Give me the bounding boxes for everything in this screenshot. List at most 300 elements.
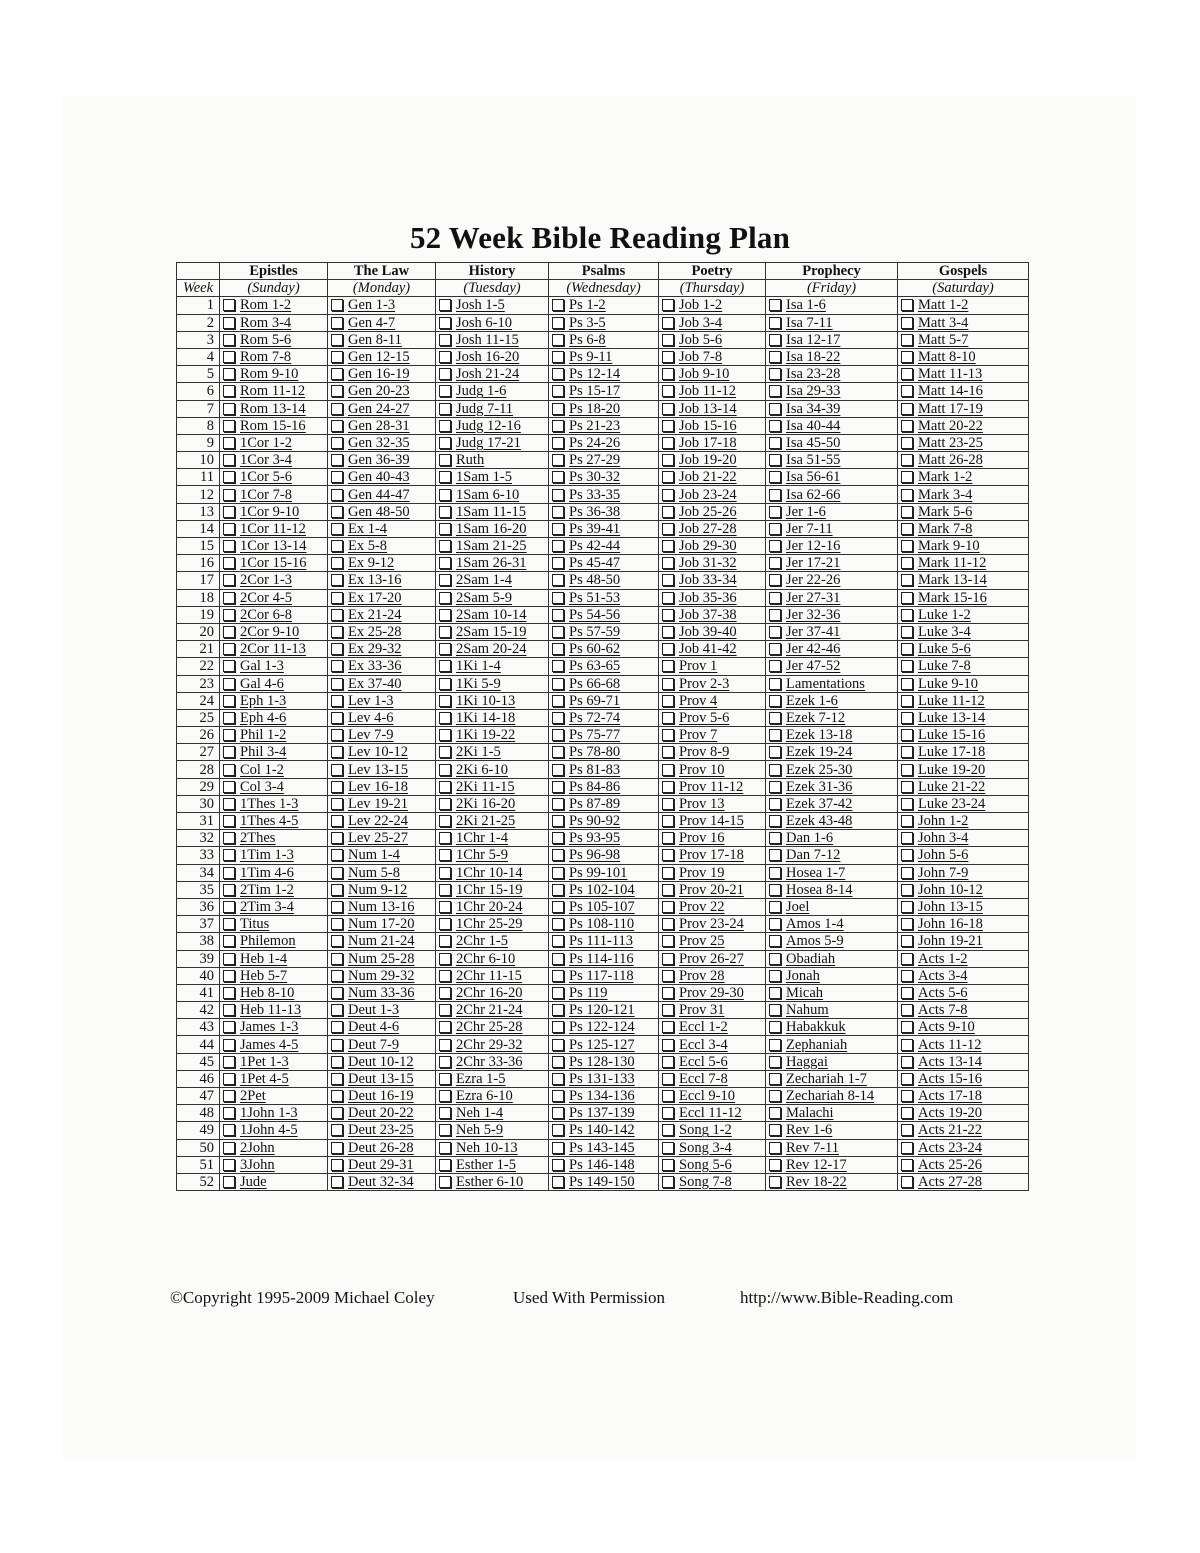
checkbox[interactable] bbox=[331, 729, 343, 741]
checkbox[interactable] bbox=[552, 540, 564, 552]
checkbox[interactable] bbox=[223, 592, 235, 604]
checkbox[interactable] bbox=[331, 884, 343, 896]
checkbox[interactable] bbox=[331, 557, 343, 569]
checkbox[interactable] bbox=[552, 454, 564, 466]
checkbox[interactable] bbox=[223, 849, 235, 861]
checkbox[interactable] bbox=[552, 1159, 564, 1171]
checkbox[interactable] bbox=[769, 1039, 781, 1051]
checkbox[interactable] bbox=[439, 351, 451, 363]
checkbox[interactable] bbox=[331, 815, 343, 827]
checkbox[interactable] bbox=[552, 660, 564, 672]
checkbox[interactable] bbox=[223, 368, 235, 380]
checkbox[interactable] bbox=[901, 420, 913, 432]
checkbox[interactable] bbox=[901, 609, 913, 621]
checkbox[interactable] bbox=[901, 1159, 913, 1171]
checkbox[interactable] bbox=[769, 832, 781, 844]
checkbox[interactable] bbox=[439, 506, 451, 518]
checkbox[interactable] bbox=[439, 935, 451, 947]
checkbox[interactable] bbox=[662, 781, 674, 793]
checkbox[interactable] bbox=[552, 626, 564, 638]
checkbox[interactable] bbox=[901, 798, 913, 810]
checkbox[interactable] bbox=[769, 368, 781, 380]
checkbox[interactable] bbox=[439, 1124, 451, 1136]
checkbox[interactable] bbox=[439, 695, 451, 707]
checkbox[interactable] bbox=[552, 712, 564, 724]
checkbox[interactable] bbox=[769, 1021, 781, 1033]
checkbox[interactable] bbox=[901, 574, 913, 586]
checkbox[interactable] bbox=[662, 849, 674, 861]
checkbox[interactable] bbox=[439, 626, 451, 638]
checkbox[interactable] bbox=[331, 489, 343, 501]
checkbox[interactable] bbox=[769, 1176, 781, 1188]
checkbox[interactable] bbox=[552, 385, 564, 397]
checkbox[interactable] bbox=[901, 1039, 913, 1051]
checkbox[interactable] bbox=[662, 420, 674, 432]
checkbox[interactable] bbox=[439, 1073, 451, 1085]
checkbox[interactable] bbox=[662, 643, 674, 655]
checkbox[interactable] bbox=[769, 660, 781, 672]
checkbox[interactable] bbox=[769, 987, 781, 999]
checkbox[interactable] bbox=[662, 798, 674, 810]
checkbox[interactable] bbox=[769, 798, 781, 810]
checkbox[interactable] bbox=[439, 815, 451, 827]
checkbox[interactable] bbox=[552, 678, 564, 690]
checkbox[interactable] bbox=[662, 901, 674, 913]
checkbox[interactable] bbox=[331, 540, 343, 552]
checkbox[interactable] bbox=[331, 1142, 343, 1154]
checkbox[interactable] bbox=[552, 368, 564, 380]
checkbox[interactable] bbox=[552, 832, 564, 844]
checkbox[interactable] bbox=[439, 798, 451, 810]
checkbox[interactable] bbox=[331, 471, 343, 483]
checkbox[interactable] bbox=[439, 592, 451, 604]
checkbox[interactable] bbox=[223, 901, 235, 913]
checkbox[interactable] bbox=[223, 540, 235, 552]
checkbox[interactable] bbox=[223, 712, 235, 724]
checkbox[interactable] bbox=[439, 1056, 451, 1068]
checkbox[interactable] bbox=[769, 815, 781, 827]
checkbox[interactable] bbox=[769, 609, 781, 621]
checkbox[interactable] bbox=[662, 609, 674, 621]
checkbox[interactable] bbox=[439, 746, 451, 758]
checkbox[interactable] bbox=[901, 1107, 913, 1119]
checkbox[interactable] bbox=[769, 437, 781, 449]
checkbox[interactable] bbox=[223, 1176, 235, 1188]
checkbox[interactable] bbox=[223, 867, 235, 879]
checkbox[interactable] bbox=[331, 643, 343, 655]
checkbox[interactable] bbox=[552, 299, 564, 311]
checkbox[interactable] bbox=[662, 764, 674, 776]
checkbox[interactable] bbox=[552, 729, 564, 741]
checkbox[interactable] bbox=[769, 867, 781, 879]
checkbox[interactable] bbox=[552, 970, 564, 982]
checkbox[interactable] bbox=[331, 1107, 343, 1119]
checkbox[interactable] bbox=[331, 660, 343, 672]
checkbox[interactable] bbox=[552, 987, 564, 999]
checkbox[interactable] bbox=[439, 918, 451, 930]
checkbox[interactable] bbox=[662, 1056, 674, 1068]
checkbox[interactable] bbox=[769, 781, 781, 793]
checkbox[interactable] bbox=[901, 454, 913, 466]
checkbox[interactable] bbox=[331, 1056, 343, 1068]
checkbox[interactable] bbox=[901, 643, 913, 655]
checkbox[interactable] bbox=[552, 489, 564, 501]
checkbox[interactable] bbox=[901, 506, 913, 518]
checkbox[interactable] bbox=[769, 420, 781, 432]
checkbox[interactable] bbox=[331, 317, 343, 329]
checkbox[interactable] bbox=[662, 351, 674, 363]
checkbox[interactable] bbox=[223, 420, 235, 432]
checkbox[interactable] bbox=[439, 764, 451, 776]
checkbox[interactable] bbox=[331, 385, 343, 397]
checkbox[interactable] bbox=[223, 746, 235, 758]
checkbox[interactable] bbox=[662, 695, 674, 707]
checkbox[interactable] bbox=[662, 953, 674, 965]
checkbox[interactable] bbox=[769, 678, 781, 690]
checkbox[interactable] bbox=[223, 609, 235, 621]
checkbox[interactable] bbox=[769, 746, 781, 758]
checkbox[interactable] bbox=[439, 334, 451, 346]
checkbox[interactable] bbox=[769, 695, 781, 707]
checkbox[interactable] bbox=[439, 1021, 451, 1033]
checkbox[interactable] bbox=[552, 437, 564, 449]
checkbox[interactable] bbox=[901, 557, 913, 569]
checkbox[interactable] bbox=[439, 403, 451, 415]
checkbox[interactable] bbox=[331, 334, 343, 346]
checkbox[interactable] bbox=[552, 918, 564, 930]
checkbox[interactable] bbox=[769, 1073, 781, 1085]
checkbox[interactable] bbox=[439, 1107, 451, 1119]
checkbox[interactable] bbox=[769, 1056, 781, 1068]
checkbox[interactable] bbox=[769, 849, 781, 861]
checkbox[interactable] bbox=[223, 695, 235, 707]
checkbox[interactable] bbox=[552, 935, 564, 947]
checkbox[interactable] bbox=[223, 351, 235, 363]
checkbox[interactable] bbox=[662, 317, 674, 329]
checkbox[interactable] bbox=[552, 695, 564, 707]
checkbox[interactable] bbox=[439, 454, 451, 466]
checkbox[interactable] bbox=[552, 317, 564, 329]
checkbox[interactable] bbox=[331, 1004, 343, 1016]
checkbox[interactable] bbox=[331, 695, 343, 707]
checkbox[interactable] bbox=[901, 540, 913, 552]
checkbox[interactable] bbox=[662, 712, 674, 724]
checkbox[interactable] bbox=[439, 489, 451, 501]
checkbox[interactable] bbox=[331, 574, 343, 586]
checkbox[interactable] bbox=[662, 574, 674, 586]
checkbox[interactable] bbox=[769, 351, 781, 363]
checkbox[interactable] bbox=[901, 1176, 913, 1188]
checkbox[interactable] bbox=[769, 953, 781, 965]
checkbox[interactable] bbox=[223, 385, 235, 397]
checkbox[interactable] bbox=[223, 317, 235, 329]
checkbox[interactable] bbox=[552, 1124, 564, 1136]
checkbox[interactable] bbox=[439, 849, 451, 861]
checkbox[interactable] bbox=[223, 953, 235, 965]
checkbox[interactable] bbox=[439, 471, 451, 483]
checkbox[interactable] bbox=[769, 626, 781, 638]
checkbox[interactable] bbox=[439, 420, 451, 432]
checkbox[interactable] bbox=[901, 626, 913, 638]
checkbox[interactable] bbox=[769, 764, 781, 776]
checkbox[interactable] bbox=[552, 643, 564, 655]
checkbox[interactable] bbox=[769, 403, 781, 415]
checkbox[interactable] bbox=[769, 1004, 781, 1016]
checkbox[interactable] bbox=[552, 953, 564, 965]
checkbox[interactable] bbox=[331, 626, 343, 638]
checkbox[interactable] bbox=[439, 643, 451, 655]
checkbox[interactable] bbox=[769, 592, 781, 604]
checkbox[interactable] bbox=[439, 1176, 451, 1188]
checkbox[interactable] bbox=[901, 299, 913, 311]
checkbox[interactable] bbox=[552, 471, 564, 483]
checkbox[interactable] bbox=[223, 918, 235, 930]
checkbox[interactable] bbox=[552, 523, 564, 535]
checkbox[interactable] bbox=[552, 798, 564, 810]
checkbox[interactable] bbox=[331, 1073, 343, 1085]
checkbox[interactable] bbox=[439, 953, 451, 965]
checkbox[interactable] bbox=[439, 1039, 451, 1051]
checkbox[interactable] bbox=[331, 1039, 343, 1051]
checkbox[interactable] bbox=[901, 832, 913, 844]
checkbox[interactable] bbox=[662, 592, 674, 604]
checkbox[interactable] bbox=[552, 557, 564, 569]
checkbox[interactable] bbox=[901, 884, 913, 896]
checkbox[interactable] bbox=[331, 1021, 343, 1033]
checkbox[interactable] bbox=[223, 489, 235, 501]
checkbox[interactable] bbox=[439, 1090, 451, 1102]
checkbox[interactable] bbox=[223, 574, 235, 586]
checkbox[interactable] bbox=[769, 540, 781, 552]
checkbox[interactable] bbox=[331, 832, 343, 844]
checkbox[interactable] bbox=[662, 1107, 674, 1119]
checkbox[interactable] bbox=[552, 1176, 564, 1188]
checkbox[interactable] bbox=[223, 1142, 235, 1154]
checkbox[interactable] bbox=[662, 867, 674, 879]
checkbox[interactable] bbox=[223, 935, 235, 947]
checkbox[interactable] bbox=[223, 815, 235, 827]
checkbox[interactable] bbox=[901, 1004, 913, 1016]
checkbox[interactable] bbox=[901, 351, 913, 363]
checkbox[interactable] bbox=[662, 1039, 674, 1051]
checkbox[interactable] bbox=[662, 1090, 674, 1102]
checkbox[interactable] bbox=[223, 643, 235, 655]
checkbox[interactable] bbox=[901, 1142, 913, 1154]
checkbox[interactable] bbox=[331, 609, 343, 621]
checkbox[interactable] bbox=[901, 1124, 913, 1136]
checkbox[interactable] bbox=[552, 574, 564, 586]
checkbox[interactable] bbox=[439, 884, 451, 896]
checkbox[interactable] bbox=[439, 540, 451, 552]
checkbox[interactable] bbox=[552, 1004, 564, 1016]
checkbox[interactable] bbox=[901, 471, 913, 483]
checkbox[interactable] bbox=[552, 592, 564, 604]
checkbox[interactable] bbox=[331, 506, 343, 518]
checkbox[interactable] bbox=[439, 678, 451, 690]
checkbox[interactable] bbox=[901, 1073, 913, 1085]
checkbox[interactable] bbox=[769, 574, 781, 586]
checkbox[interactable] bbox=[331, 953, 343, 965]
checkbox[interactable] bbox=[223, 437, 235, 449]
checkbox[interactable] bbox=[662, 729, 674, 741]
checkbox[interactable] bbox=[901, 953, 913, 965]
checkbox[interactable] bbox=[223, 557, 235, 569]
checkbox[interactable] bbox=[769, 712, 781, 724]
checkbox[interactable] bbox=[662, 678, 674, 690]
checkbox[interactable] bbox=[223, 1090, 235, 1102]
checkbox[interactable] bbox=[662, 1159, 674, 1171]
checkbox[interactable] bbox=[769, 1107, 781, 1119]
checkbox[interactable] bbox=[662, 1073, 674, 1085]
checkbox[interactable] bbox=[439, 660, 451, 672]
checkbox[interactable] bbox=[439, 385, 451, 397]
checkbox[interactable] bbox=[552, 1142, 564, 1154]
checkbox[interactable] bbox=[552, 884, 564, 896]
checkbox[interactable] bbox=[901, 403, 913, 415]
checkbox[interactable] bbox=[901, 1090, 913, 1102]
checkbox[interactable] bbox=[552, 867, 564, 879]
checkbox[interactable] bbox=[331, 746, 343, 758]
checkbox[interactable] bbox=[331, 1176, 343, 1188]
checkbox[interactable] bbox=[223, 970, 235, 982]
checkbox[interactable] bbox=[331, 970, 343, 982]
checkbox[interactable] bbox=[439, 1159, 451, 1171]
checkbox[interactable] bbox=[439, 523, 451, 535]
checkbox[interactable] bbox=[901, 489, 913, 501]
checkbox[interactable] bbox=[331, 678, 343, 690]
checkbox[interactable] bbox=[901, 918, 913, 930]
checkbox[interactable] bbox=[662, 1142, 674, 1154]
checkbox[interactable] bbox=[769, 901, 781, 913]
checkbox[interactable] bbox=[662, 884, 674, 896]
checkbox[interactable] bbox=[439, 712, 451, 724]
checkbox[interactable] bbox=[552, 1090, 564, 1102]
checkbox[interactable] bbox=[662, 970, 674, 982]
checkbox[interactable] bbox=[223, 523, 235, 535]
checkbox[interactable] bbox=[662, 1004, 674, 1016]
checkbox[interactable] bbox=[769, 471, 781, 483]
checkbox[interactable] bbox=[439, 832, 451, 844]
checkbox[interactable] bbox=[439, 1004, 451, 1016]
checkbox[interactable] bbox=[769, 299, 781, 311]
checkbox[interactable] bbox=[901, 729, 913, 741]
checkbox[interactable] bbox=[552, 334, 564, 346]
checkbox[interactable] bbox=[901, 764, 913, 776]
checkbox[interactable] bbox=[901, 592, 913, 604]
checkbox[interactable] bbox=[223, 1124, 235, 1136]
checkbox[interactable] bbox=[223, 626, 235, 638]
checkbox[interactable] bbox=[439, 1142, 451, 1154]
checkbox[interactable] bbox=[901, 1021, 913, 1033]
checkbox[interactable] bbox=[331, 454, 343, 466]
checkbox[interactable] bbox=[331, 987, 343, 999]
checkbox[interactable] bbox=[769, 334, 781, 346]
checkbox[interactable] bbox=[331, 901, 343, 913]
checkbox[interactable] bbox=[331, 918, 343, 930]
checkbox[interactable] bbox=[662, 368, 674, 380]
checkbox[interactable] bbox=[331, 1090, 343, 1102]
checkbox[interactable] bbox=[662, 626, 674, 638]
checkbox[interactable] bbox=[552, 403, 564, 415]
checkbox[interactable] bbox=[662, 660, 674, 672]
checkbox[interactable] bbox=[223, 678, 235, 690]
checkbox[interactable] bbox=[223, 764, 235, 776]
checkbox[interactable] bbox=[901, 660, 913, 672]
checkbox[interactable] bbox=[552, 506, 564, 518]
checkbox[interactable] bbox=[901, 935, 913, 947]
checkbox[interactable] bbox=[223, 334, 235, 346]
checkbox[interactable] bbox=[439, 437, 451, 449]
checkbox[interactable] bbox=[331, 523, 343, 535]
checkbox[interactable] bbox=[662, 471, 674, 483]
checkbox[interactable] bbox=[223, 660, 235, 672]
checkbox[interactable] bbox=[552, 815, 564, 827]
checkbox[interactable] bbox=[901, 867, 913, 879]
checkbox[interactable] bbox=[769, 454, 781, 466]
checkbox[interactable] bbox=[552, 351, 564, 363]
checkbox[interactable] bbox=[439, 368, 451, 380]
checkbox[interactable] bbox=[901, 970, 913, 982]
checkbox[interactable] bbox=[223, 1107, 235, 1119]
checkbox[interactable] bbox=[769, 317, 781, 329]
checkbox[interactable] bbox=[662, 1176, 674, 1188]
checkbox[interactable] bbox=[223, 506, 235, 518]
checkbox[interactable] bbox=[331, 592, 343, 604]
checkbox[interactable] bbox=[223, 798, 235, 810]
checkbox[interactable] bbox=[331, 368, 343, 380]
checkbox[interactable] bbox=[331, 798, 343, 810]
checkbox[interactable] bbox=[662, 935, 674, 947]
checkbox[interactable] bbox=[662, 815, 674, 827]
checkbox[interactable] bbox=[223, 471, 235, 483]
checkbox[interactable] bbox=[223, 832, 235, 844]
checkbox[interactable] bbox=[901, 1056, 913, 1068]
checkbox[interactable] bbox=[769, 1142, 781, 1154]
checkbox[interactable] bbox=[662, 557, 674, 569]
checkbox[interactable] bbox=[552, 1039, 564, 1051]
checkbox[interactable] bbox=[331, 867, 343, 879]
checkbox[interactable] bbox=[331, 781, 343, 793]
checkbox[interactable] bbox=[901, 901, 913, 913]
checkbox[interactable] bbox=[769, 643, 781, 655]
checkbox[interactable] bbox=[439, 729, 451, 741]
checkbox[interactable] bbox=[552, 764, 564, 776]
checkbox[interactable] bbox=[223, 1159, 235, 1171]
checkbox[interactable] bbox=[552, 1073, 564, 1085]
checkbox[interactable] bbox=[662, 918, 674, 930]
checkbox[interactable] bbox=[901, 678, 913, 690]
checkbox[interactable] bbox=[223, 1073, 235, 1085]
checkbox[interactable] bbox=[439, 970, 451, 982]
checkbox[interactable] bbox=[331, 437, 343, 449]
checkbox[interactable] bbox=[769, 557, 781, 569]
checkbox[interactable] bbox=[223, 987, 235, 999]
checkbox[interactable] bbox=[662, 334, 674, 346]
checkbox[interactable] bbox=[439, 987, 451, 999]
checkbox[interactable] bbox=[901, 523, 913, 535]
checkbox[interactable] bbox=[223, 1021, 235, 1033]
checkbox[interactable] bbox=[901, 815, 913, 827]
checkbox[interactable] bbox=[901, 746, 913, 758]
checkbox[interactable] bbox=[439, 781, 451, 793]
checkbox[interactable] bbox=[769, 1124, 781, 1136]
checkbox[interactable] bbox=[769, 729, 781, 741]
checkbox[interactable] bbox=[662, 523, 674, 535]
checkbox[interactable] bbox=[662, 299, 674, 311]
checkbox[interactable] bbox=[662, 506, 674, 518]
checkbox[interactable] bbox=[223, 729, 235, 741]
checkbox[interactable] bbox=[662, 1124, 674, 1136]
